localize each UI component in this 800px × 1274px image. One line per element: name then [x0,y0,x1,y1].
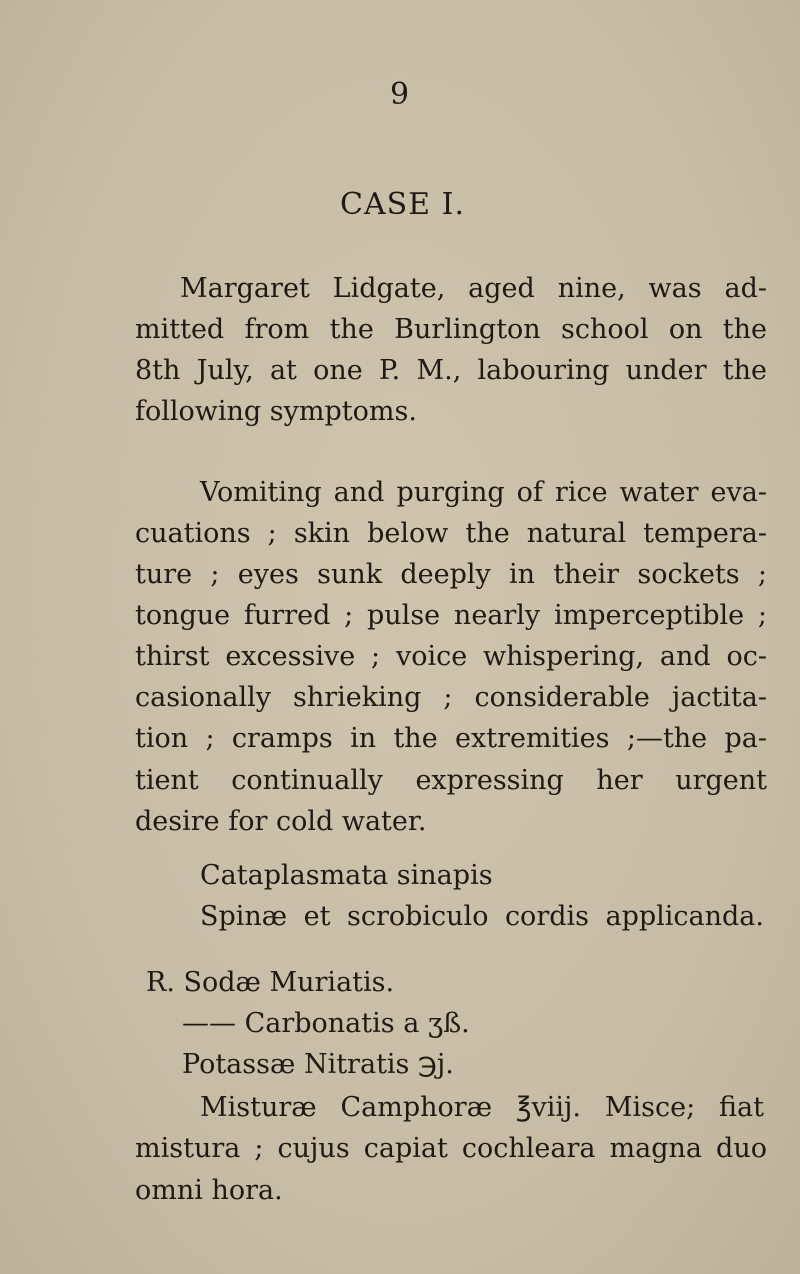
text-line: Vomiting and purging of rice water eva- [200,477,767,508]
text-line: Spinæ et scrobiculo cordis applicanda. [200,901,764,932]
text-line: Cataplasmata sinapis [200,860,493,891]
text-line: 8th July, at one P. M., labouring under the [135,355,767,386]
text-line: tient continually expressing her urgent [135,765,767,796]
text-line: ture ; eyes sunk deeply in their sockets ; [135,559,767,590]
text-line: mitted from the Burlington school on the [135,314,767,345]
prescription-line: mistura ; cujus capiat cochleara magna duo [135,1133,767,1164]
prescription-line: Misturæ Camphoræ ℥viij. Misce; fiat [200,1092,764,1123]
case-title: CASE I. [340,187,465,222]
text-line: thirst excessive ; voice whispering, and oc- [135,641,767,672]
text-line: desire for cold water. [135,806,427,837]
text-line: tongue furred ; pulse nearly imperceptible ; [135,600,767,631]
text-line: casionally shrieking ; considerable jactita- [135,682,767,713]
prescription-line: omni hora. [135,1175,283,1206]
page-number: 9 [390,77,410,112]
text-line: cuations ; skin below the natural tempera- [135,518,767,549]
text-line: tion ; cramps in the extremities ;—the pa- [135,723,767,754]
text-line: Margaret Lidgate, aged nine, was ad- [180,273,767,304]
prescription-line: Potassæ Nitratis ℈j. [182,1049,454,1080]
prescription-line: —— Carbonatis a ʒß. [182,1008,470,1039]
text-line: following symptoms. [135,396,417,427]
prescription-line: R. Sodæ Muriatis. [146,967,395,998]
